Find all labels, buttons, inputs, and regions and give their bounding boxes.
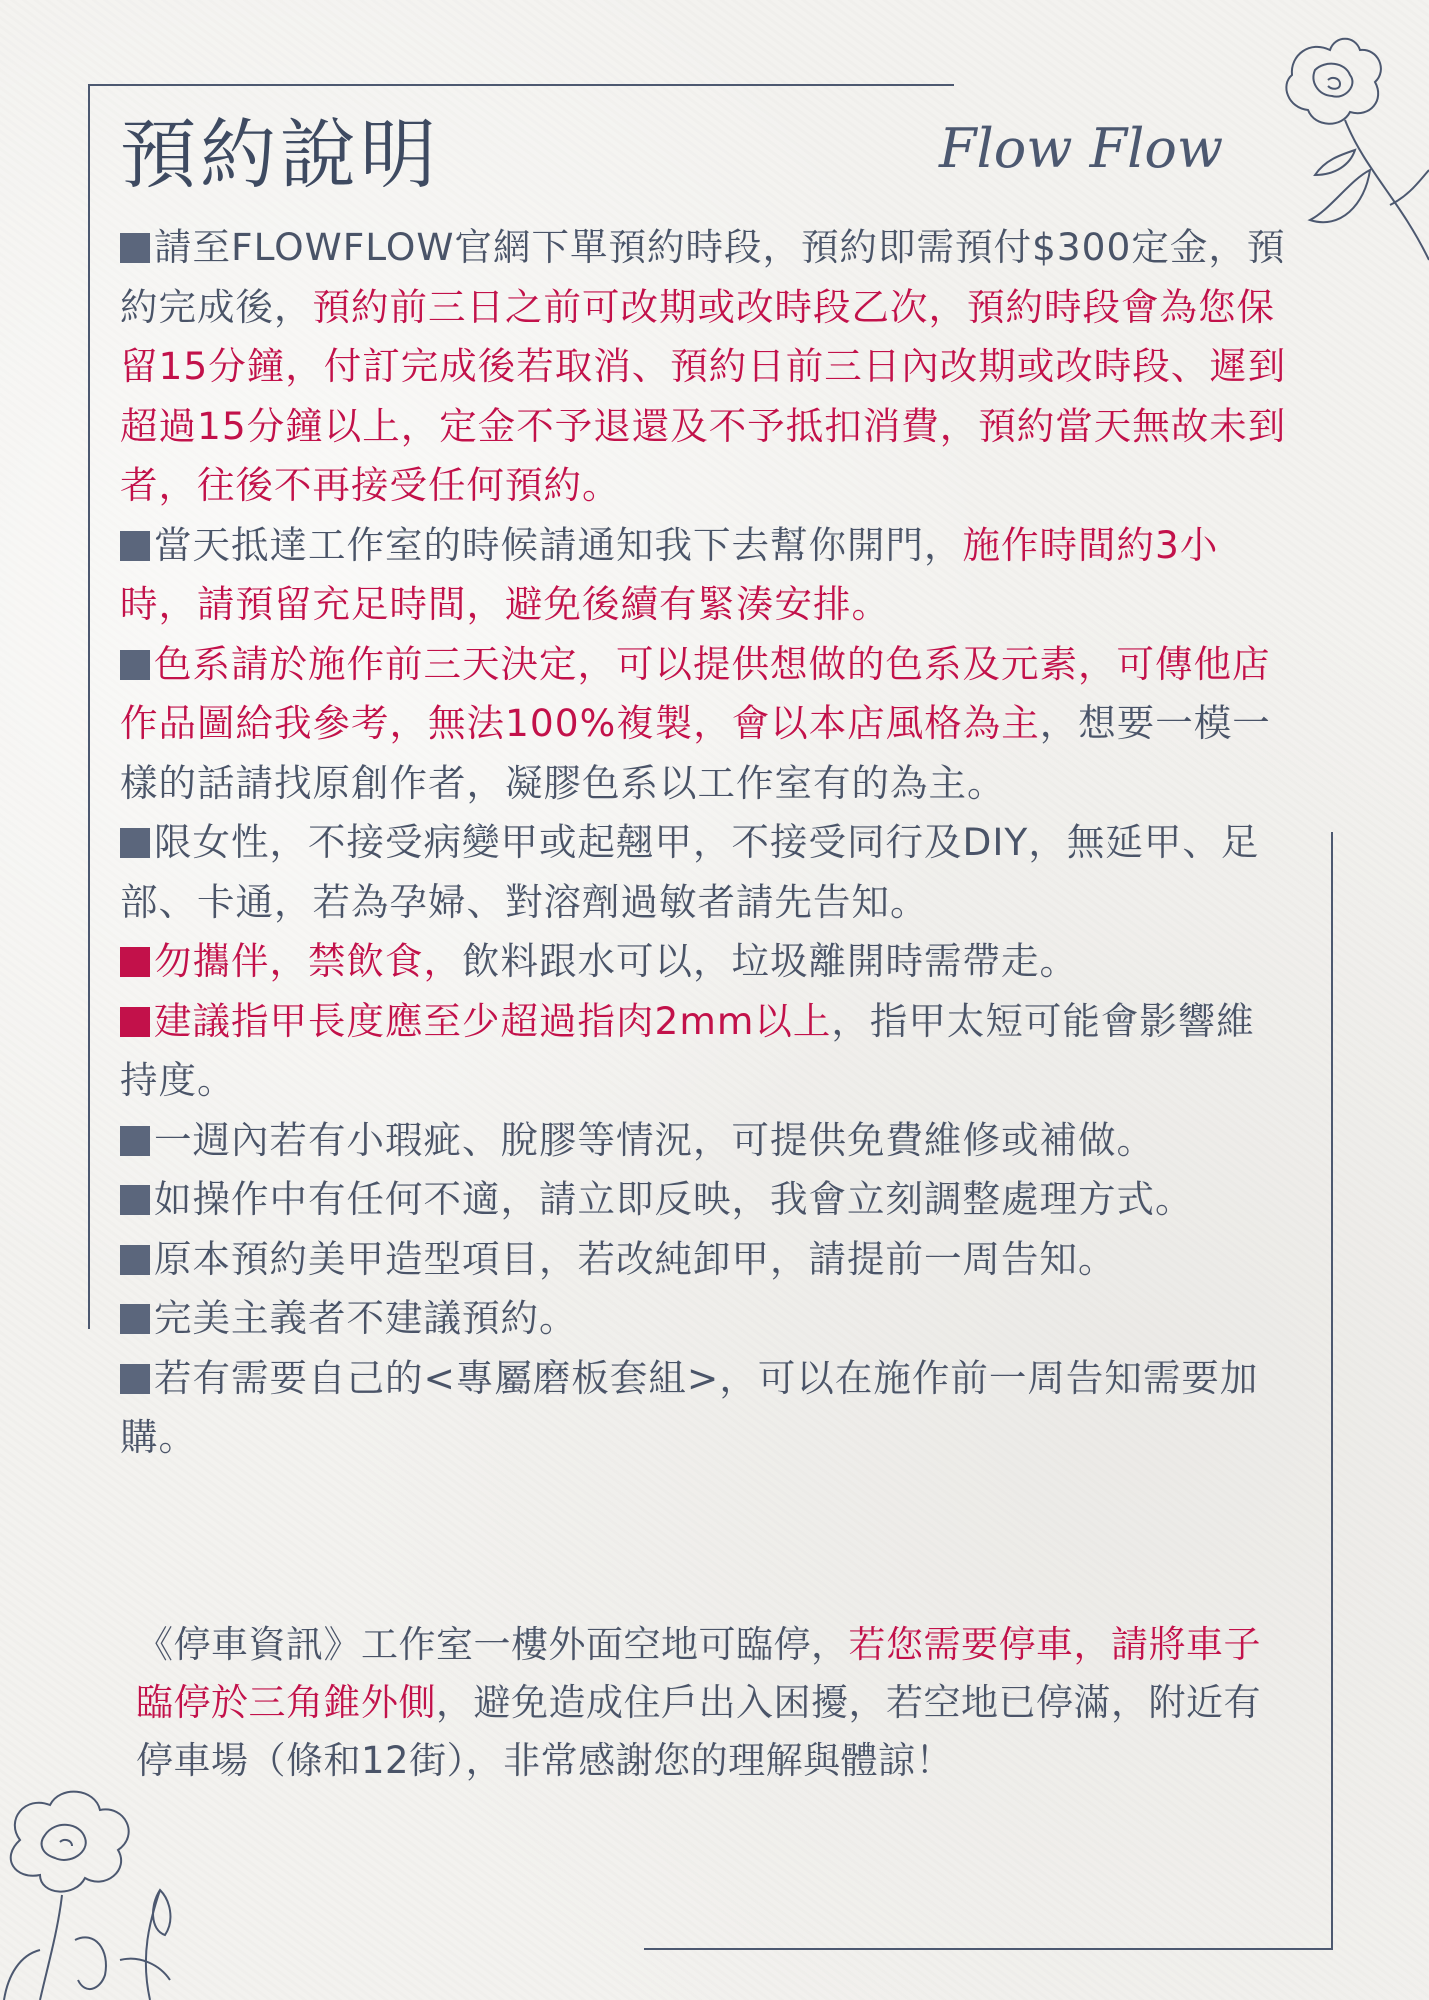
- note-text: 完美主義者不建議預約。: [154, 1296, 578, 1340]
- svg-text:Flow Flow: Flow Flow: [939, 117, 1224, 180]
- parking-info: [136, 1616, 1286, 1790]
- note-text: 請至FLOWFLOW官網下單預約時段，預約即需預付$300定金，預約完成後，: [120, 225, 1286, 329]
- square-bullet-icon: [120, 1245, 150, 1275]
- note-item: [120, 1230, 1290, 1290]
- note-text: 色系請於施作前三天決定，可以提供想做的色系及元素，可傳他店作品圖給我參考，無法100%複製，會以本店風格為主: [120, 641, 1271, 745]
- note-item: [120, 932, 1290, 992]
- flower-illustration-bottom-left: [0, 1780, 200, 2000]
- parking-text: 若您需要停車，請將車子臨停於三角錐外側: [136, 1623, 1261, 1724]
- square-bullet-icon: [120, 947, 150, 977]
- note-item: [120, 516, 1290, 635]
- note-item: [120, 1111, 1290, 1171]
- note-item: [120, 992, 1290, 1111]
- note-text: 當天抵達工作室的時候請通知我下去幫你開門，: [154, 522, 963, 567]
- square-bullet-icon: [120, 1364, 150, 1394]
- frame-line-right: [1331, 832, 1333, 1950]
- note-text: 如操作中有任何不適，請立即反映，我會立刻調整處理方式。: [154, 1177, 1194, 1221]
- note-item: [120, 218, 1290, 516]
- frame-line-left: [88, 84, 90, 1329]
- square-bullet-icon: [120, 531, 150, 561]
- frame-line-bottom: [644, 1948, 1333, 1950]
- note-item: [120, 813, 1290, 932]
- parking-text: ，避免造成住戶出入困擾，若空地已停滿，附近有停車場（條和12街），非常感謝您的理解與體諒！: [136, 1681, 1261, 1782]
- note-text: 施作時間約3小時，請預留充足時間，避免後續有緊湊安排。: [120, 522, 1219, 626]
- note-text: 勿攜伴，禁飲食，: [154, 939, 462, 983]
- square-bullet-icon: [120, 650, 150, 680]
- parking-text: 《停車資訊》工作室一樓外面空地可臨停，: [136, 1623, 849, 1666]
- note-item: [120, 1349, 1290, 1468]
- square-bullet-icon: [120, 1126, 150, 1156]
- note-item: [120, 635, 1290, 814]
- note-text: 一週內若有小瑕疵、脫膠等情況，可提供免費維修或補做。: [154, 1117, 1155, 1162]
- note-text: 建議指甲長度應至少超過指肉2mm以上: [154, 998, 832, 1043]
- note-text: 預約前三日之前可改期或改時段乙次，預約時段會為您保留15分鐘，付訂完成後若取消、預約日前三日內改期或改時段、遲到超過15分鐘以上，定金不予退還及不予抵扣消費，預約當天無故未到者，往後不再接受任何預約。: [120, 284, 1287, 507]
- note-item: [120, 1289, 1290, 1349]
- note-item: [120, 1170, 1290, 1230]
- square-bullet-icon: [120, 1185, 150, 1215]
- square-bullet-icon: [120, 233, 150, 263]
- page-title: 預約說明: [120, 110, 440, 199]
- note-text: 飲料跟水可以，垃圾離開時需帶走。: [462, 939, 1078, 983]
- square-bullet-icon: [120, 1304, 150, 1334]
- note-text: ，指甲太短可能會影響維持度。: [120, 998, 1255, 1102]
- reservation-notes: [120, 218, 1290, 1468]
- flowflow-logo: [935, 105, 1227, 195]
- note-text: 限女性，不接受病變甲或起翹甲，不接受同行及DIY，無延甲、足部、卡通，若為孕婦、對溶劑過敏者請先告知。: [120, 820, 1260, 924]
- note-text: 原本預約美甲造型項目，若改純卸甲，請提前一周告知。: [154, 1236, 1117, 1281]
- square-bullet-icon: [120, 828, 150, 858]
- square-bullet-icon: [120, 1007, 150, 1037]
- note-text: 若有需要自己的<專屬磨板套組>，可以在施作前一周告知需要加購。: [120, 1355, 1259, 1459]
- note-text: ，想要一模一樣的話請找原創作者，凝膠色系以工作室有的為主。: [120, 701, 1271, 805]
- frame-line-top: [88, 84, 954, 86]
- flower-illustration-top-right: [1270, 30, 1429, 290]
